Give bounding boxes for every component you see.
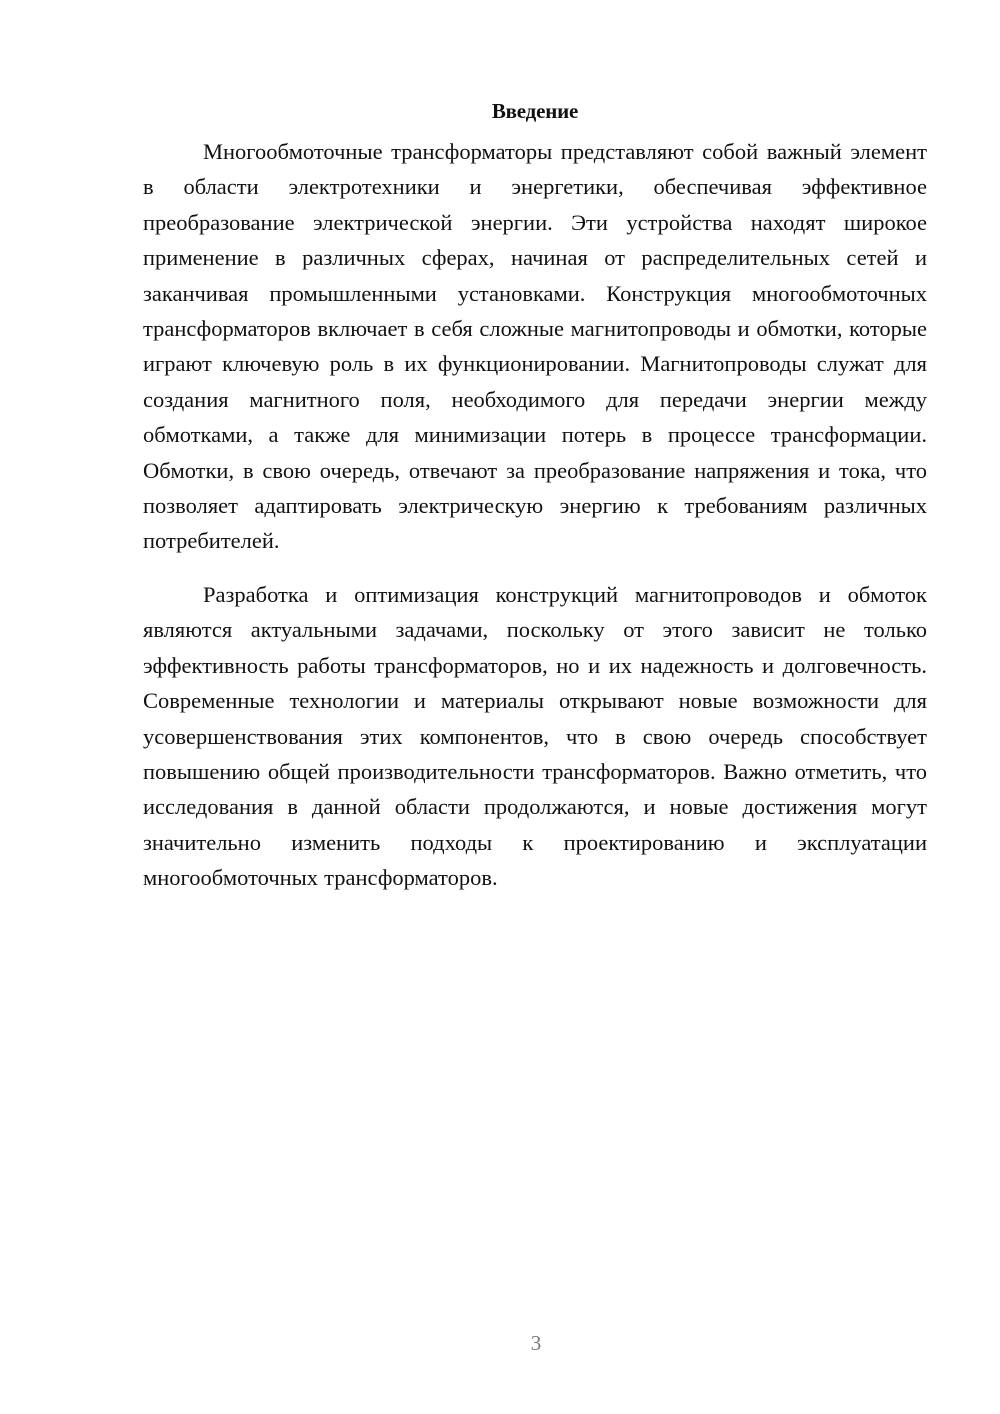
paragraph-1: Многообмоточные трансформаторы представляют собой важный элемент в области электротехники и энергетики, обеспечивая эффективное преобразование электрической энергии. Эти устройства находят широкое применение в различных сферах, начиная от распределительных сетей и заканчивая промышленными установками. Конструкция многообмоточных трансформаторов включает в себя сложные магнитопроводы и обмотки, которые играют ключевую роль в их функционировании. Магнитопроводы служат для создания магнитного поля, необходимого для передачи энергии между обмотками, а также для минимизации потерь в процессе трансформации. Обмотки, в свою очередь, отвечают за преобразование напряжения и тока, что позволяет адаптировать электрическую энергию к требованиям различных потребителей.	[143, 139, 927, 554]
page-content	[143, 94, 927, 896]
page-number: 3	[530, 1331, 542, 1355]
section-title: Введение	[491, 99, 579, 123]
paragraph-2: Разработка и оптимизация конструкций магнитопроводов и обмоток являются актуальными задачами, поскольку от этого зависит не только эффективность работы трансформаторов, но и их надежность и долговечность. Современные технологии и материалы открывают новые возможности для усовершенствования этих компонентов, что в свою очередь способствует повышению общей производительности трансформаторов. Важно отметить, что исследования в данной области продолжаются, и новые достижения могут значительно изменить подходы к проектированию и эксплуатации многообмоточных трансформаторов.	[143, 581, 927, 891]
